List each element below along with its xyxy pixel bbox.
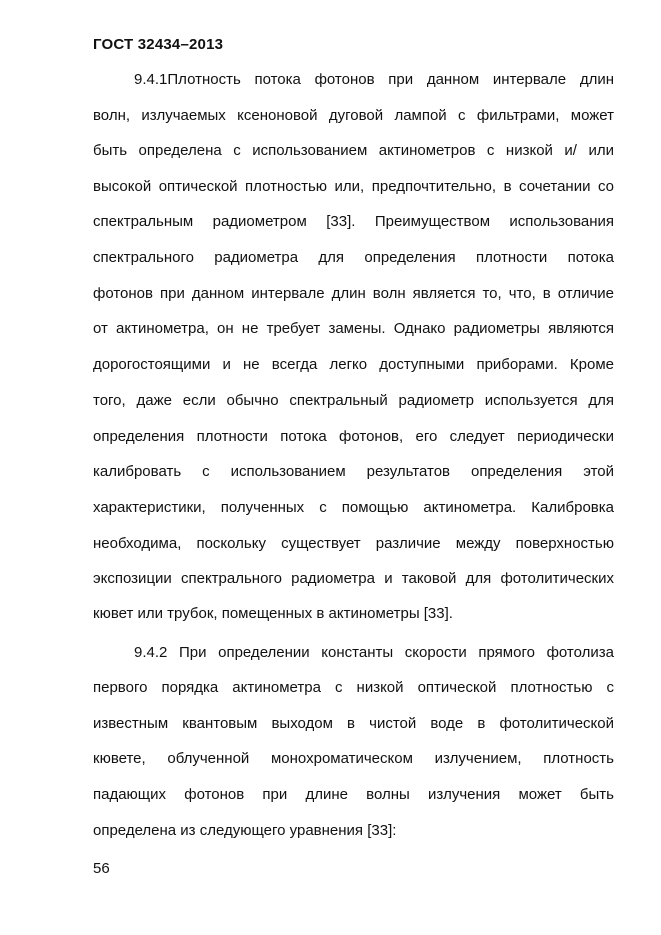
paragraph-9-4-1-line: спектрального радиометра для определения плотности потока [93,249,614,266]
paragraph-9-4-2-line: кювете, облученной монохроматическом излучением, плотность [93,750,614,767]
document-header-standard-number: ГОСТ 32434–2013 [93,36,224,53]
paragraph-9-4-1-line: спектральным радиометром [33]. Преимуществом использования [93,213,614,230]
paragraph-9-4-1-line: калибровать с использованием результатов определения этой [93,463,614,480]
paragraph-9-4-1-line: волн, излучаемых ксеноновой дуговой лампой с фильтрами, может [93,107,614,124]
paragraph-9-4-1-line: необходима, поскольку существует различие между поверхностью [93,535,614,552]
paragraph-9-4-2-line: 9.4.2 При определении константы скорости прямого фотолиза [134,644,614,661]
paragraph-9-4-1-line: от актинометра, он не требует замены. Однако радиометры являются [93,320,614,337]
paragraph-9-4-1-line: того, даже если обычно спектральный радиометр используется для [93,392,614,409]
paragraph-9-4-1-line: 9.4.1Плотность потока фотонов при данном интервале длин [134,71,614,88]
paragraph-9-4-1-line: кювет или трубок, помещенных в актинометры [33]. [93,605,453,622]
paragraph-9-4-2-line: известным квантовым выходом в чистой воде в фотолитической [93,715,614,732]
paragraph-9-4-2-line: определена из следующего уравнения [33]: [93,822,397,839]
paragraph-9-4-2-line: первого порядка актинометра с низкой оптической плотностью с [93,679,614,696]
paragraph-9-4-1-line: характеристики, полученных с помощью актинометра. Калибровка [93,499,614,516]
paragraph-9-4-1-line: экспозиции спектрального радиометра и таковой для фотолитических [93,570,614,587]
page-number: 56 [93,860,110,877]
paragraph-9-4-1-line: высокой оптической плотностью или, предпочтительно, в сочетании со [93,178,614,195]
paragraph-9-4-2-line: падающих фотонов при длине волны излучения может быть [93,786,614,803]
paragraph-9-4-1-line: фотонов при данном интервале длин волн является то, что, в отличие [93,285,614,302]
paragraph-9-4-1-line: быть определена с использованием актинометров с низкой и/ или [93,142,614,159]
paragraph-9-4-1-line: определения плотности потока фотонов, его следует периодически [93,428,614,445]
paragraph-9-4-1-line: дорогостоящими и не всегда легко доступными приборами. Кроме [93,356,614,373]
